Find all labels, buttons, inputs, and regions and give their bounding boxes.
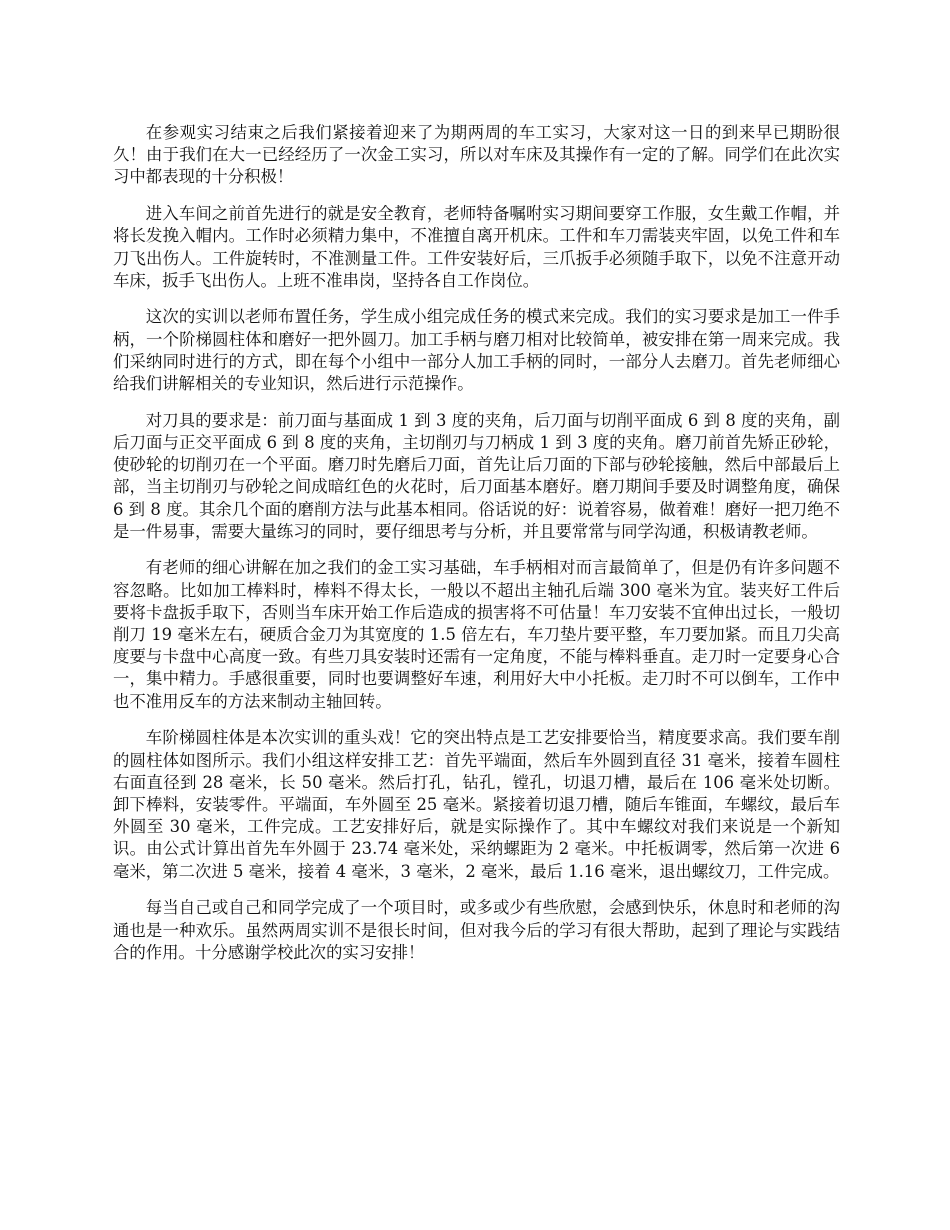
paragraph-tool-requirements: 对刀具的要求是：前刀面与基面成 1 到 3 度的夹角，后刀面与切削平面成 6 到 8 度的夹角，副后刀面与正交平面成 6 到 8 度的夹角，主切削刃与刀柄成 1 到 3 度的夹角。磨刀前首先矫正砂轮，使砂轮的切削刃在一个平面。磨刀时先磨后刀面，首先让后刀面的下部与砂轮接触，然后中部最后上部，当主切削刃与砂轮之间成暗红色的火花时，后刀面基本磨好。磨刀期间手要及时调整角度，确保 6 到 8 度。其余几个面的磨削方法与此基本相同。俗话说的好：说着容易，做着难！磨好一把刀绝不是一件易事，需要大量练习的同时，要仔细思考与分析，并且要常常与同学沟通，积极请教老师。 [113,410,840,541]
paragraph-conclusion: 每当自己或自己和同学完成了一个项目时，或多或少有些欣慰，会感到快乐，休息时和老师的沟通也是一种欢乐。虽然两周实训不是很长时间，但对我今后的学习有很大帮助，起到了理论与实践结合的作用。十分感谢学校此次的实习安排！ [113,898,840,962]
paragraph-training-mode: 这次的实训以老师布置任务，学生成小组完成任务的模式来完成。我们的实习要求是加工一件手柄，一个阶梯圆柱体和磨好一把外圆刀。加工手柄与磨刀相对比较简单，被安排在第一周来完成。我们采纳同时进行的方式，即在每个小组中一部分人加工手柄的同时，一部分人去磨刀。首先老师细心给我们讲解相关的专业知识，然后进行示范操作。 [113,307,840,394]
paragraph-safety: 进入车间之前首先进行的就是安全教育，老师特备嘱咐实习期间要穿工作服，女生戴工作帽，并将长发挽入帽内。工作时必须精力集中，不准擅自离开机床。工件和车刀需装夹牢固，以免工件和车刀飞出伤人。工件旋转时，不准测量工件。工件安装好后，三爪扳手必须随手取下，以免不注意开动车床，扳手飞出伤人。上班不准串岗，坚持各自工作岗位。 [113,204,840,290]
paragraph-stepped-cylinder: 车阶梯圆柱体是本次实训的重头戏！它的突出特点是工艺安排要恰当，精度要求高。我们要车削的圆柱体如图所示。我们小组这样安排工艺：首先平端面，然后车外圆到直径 31 毫米，接着车圆柱右面直径到 28 毫米，长 50 毫米。然后打孔，钻孔，镗孔，切退刀槽，最后在 106 毫米处切断。卸下棒料，安装零件。平端面，车外圆至 25 毫米。紧接着切退刀槽，随后车锥面，车螺纹，最后车外圆至 30 毫米，工件完成。工艺安排好后，就是实际操作了。其中车螺纹对我们来说是一个新知识。由公式计算出首先车外圆于 23.74 毫米处，采纳螺距为 2 毫米。中托板调零，然后第一次进 6 毫米，第二次进 5 毫米，接着 4 毫米，3 毫米，2 毫米，最后 1.16 毫米，退出螺纹刀，工件完成。 [113,728,840,881]
paragraph-handle-machining: 有老师的细心讲解在加之我们的金工实习基础，车手柄相对而言最简单了，但是仍有许多问题不容忽略。比如加工棒料时，棒料不得太长，一般以不超出主轴孔后端 300 毫米为宜。装夹好工件后要将卡盘扳手取下，否则当车床开始工作后造成的损害将不可估量！车刀安装不宜伸出过长，一般切削刀 19 毫米左右，硬质合金刀为其宽度的 1.5 倍左右，车刀垫片要平整，车刀要加紧。而且刀尖高度要与卡盘中心高度一致。有些刀具安装时还需有一定角度，不能与棒料垂直。走刀时一定要身心合一，集中精力。手感很重要，同时也要调整好车速，利用好大中小托板。走刀时不可以倒车，工作中也不准用反车的方法来制动主轴回转。 [113,558,840,711]
paragraph-intro: 在参观实习结束之后我们紧接着迎来了为期两周的车工实习，大家对这一日的到来早已期盼很久！由于我们在大一已经经历了一次金工实习，所以对车床及其操作有一定的了解。同学们在此次实习中都表现的十分积极！ [113,123,840,187]
